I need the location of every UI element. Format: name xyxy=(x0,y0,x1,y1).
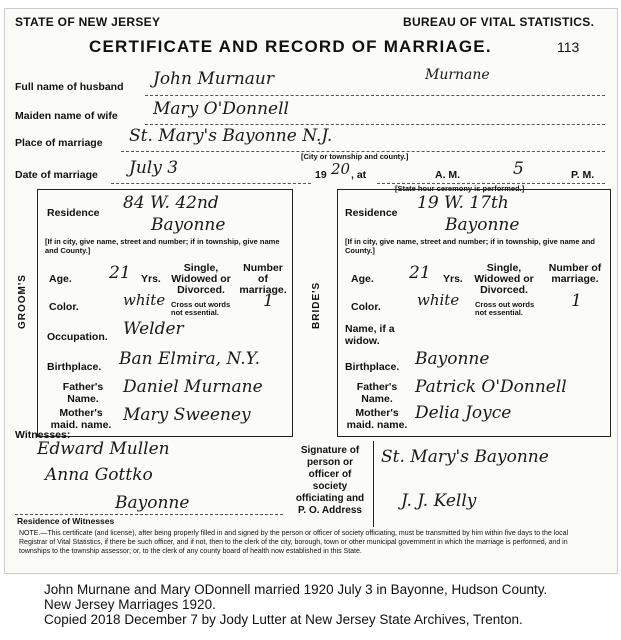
groom-residence-label: Residence xyxy=(47,207,100,219)
witness-residence: Bayonne xyxy=(115,493,190,513)
groom-birthplace-label: Birthplace. xyxy=(47,361,102,373)
bride-mother-label: Mother's maid. name. xyxy=(346,407,408,431)
certificate-title: CERTIFICATE AND RECORD OF MARRIAGE. xyxy=(89,37,492,56)
witness-2: Anna Gottko xyxy=(45,465,153,485)
husband-correction: Murnane xyxy=(425,67,490,83)
bride-age-label: Age. xyxy=(351,273,374,285)
bride-residence-line1: 19 W. 17th xyxy=(417,193,509,213)
bride-single-label: Single, Widowed or Divorced. xyxy=(474,262,534,296)
place-hint: [City or township and county.] xyxy=(301,152,409,161)
groom-cross-label: Cross out words not essential. xyxy=(171,300,231,317)
place-value: St. Mary's Bayonne N.J. xyxy=(129,126,333,146)
groom-birthplace-value: Ban Elmira, N.Y. xyxy=(119,349,261,369)
groom-color-value: white xyxy=(123,291,166,309)
groom-side-label: GROOM'S xyxy=(17,274,28,329)
year-prefix: 19 xyxy=(315,169,327,181)
bride-residence-label: Residence xyxy=(345,207,398,219)
place-label: Place of marriage xyxy=(15,137,103,149)
bride-cross-label: Cross out words not essential. xyxy=(475,300,535,317)
groom-number-label: Number of marriage. xyxy=(239,262,287,296)
marriage-certificate xyxy=(4,8,618,574)
date-value: July 3 xyxy=(129,158,179,178)
groom-color-label: Color. xyxy=(49,301,79,313)
groom-number-value: 1 xyxy=(263,291,274,311)
witness-1: Edward Mullen xyxy=(37,439,170,459)
groom-age-label: Age. xyxy=(49,273,72,285)
year-value: 20 xyxy=(331,160,351,178)
bride-birthplace-value: Bayonne xyxy=(415,349,490,369)
groom-father-label: Father's Name. xyxy=(62,381,104,405)
witnesses-label: Witnesses: xyxy=(15,429,71,441)
groom-father-value: Daniel Murnane xyxy=(123,377,263,397)
groom-occupation-label: Occupation. xyxy=(47,331,108,343)
at-label: , at xyxy=(351,169,367,181)
bride-residence-hint: [If in city, give name, street and number; if in township, give name and County.] xyxy=(345,237,595,255)
groom-mother-value: Mary Sweeney xyxy=(123,405,251,425)
bride-side-label: BRIDE'S xyxy=(311,281,322,329)
signature-line1: St. Mary's Bayonne xyxy=(381,447,549,467)
husband-label: Full name of husband xyxy=(15,81,124,93)
groom-occupation-value: Welder xyxy=(123,319,184,339)
certificate-number: 113 xyxy=(557,39,580,55)
signature-label: Signature of person or officer of society officiating and P. O. Address xyxy=(295,445,365,516)
witness-residence-label: Residence of Witnesses xyxy=(17,516,115,526)
bride-color-value: white xyxy=(417,291,460,309)
bride-number-label: Number of marriage. xyxy=(548,262,602,285)
groom-mother-label: Mother's maid. name. xyxy=(50,407,112,431)
groom-yrs-label: Yrs. xyxy=(141,273,161,285)
signature-line2: J. J. Kelly xyxy=(401,491,477,511)
wife-value: Mary O'Donnell xyxy=(153,99,289,119)
certificate-note: NOTE.—This certificate (and license), after being properly filled in and signed by the person or officer of society officiating, must be transmitted by him within five days to the local Registrar of Vital Statistics, if there be such officer, and if not, then to the clerk of the city, borough, town or other municipal government in which the marriage is performed, and in townships to the township assessor; or, to the clerk of any county board of health now established in this State. xyxy=(19,530,569,555)
groom-residence-line1: 84 W. 42nd xyxy=(123,193,219,213)
bureau-heading: BUREAU OF VITAL STATISTICS. xyxy=(403,15,595,29)
am-label: A. M. xyxy=(435,169,461,181)
groom-single-label: Single, Widowed or Divorced. xyxy=(171,262,231,296)
bride-father-label: Father's Name. xyxy=(356,381,398,405)
wife-label: Maiden name of wife xyxy=(15,110,118,122)
caption-line-1: John Murnane and Mary ODonnell married 1920 July 3 in Bayonne, Hudson County. xyxy=(44,582,548,597)
groom-residence-line2: Bayonne xyxy=(151,215,226,235)
hour-value: 5 xyxy=(513,159,524,179)
bride-father-value: Patrick O'Donnell xyxy=(415,377,567,397)
bride-birthplace-label: Birthplace. xyxy=(345,361,400,373)
groom-age-value: 21 xyxy=(109,263,131,283)
caption-line-2: New Jersey Marriages 1920. xyxy=(44,597,216,612)
groom-residence-hint: [If in city, give name, street and number; if in township, give name and County.] xyxy=(45,237,280,255)
caption-line-3: Copied 2018 December 7 by Jody Lutter at New Jersey State Archives, Trenton. xyxy=(44,612,523,627)
bride-name-widow-label: Name, if a widow. xyxy=(345,323,395,347)
bride-number-value: 1 xyxy=(571,291,582,311)
state-heading: STATE OF NEW JERSEY xyxy=(15,15,161,29)
bride-age-value: 21 xyxy=(409,263,431,283)
bride-color-label: Color. xyxy=(351,301,381,313)
bride-yrs-label: Yrs. xyxy=(443,273,463,285)
bride-mother-value: Delia Joyce xyxy=(415,403,512,423)
pm-label: P. M. xyxy=(571,169,595,181)
date-label: Date of marriage xyxy=(15,169,98,181)
husband-value: John Murnaur xyxy=(153,69,274,89)
bride-residence-line2: Bayonne xyxy=(445,215,520,235)
hour-hint: [State hour ceremony is performed.] xyxy=(395,184,525,193)
